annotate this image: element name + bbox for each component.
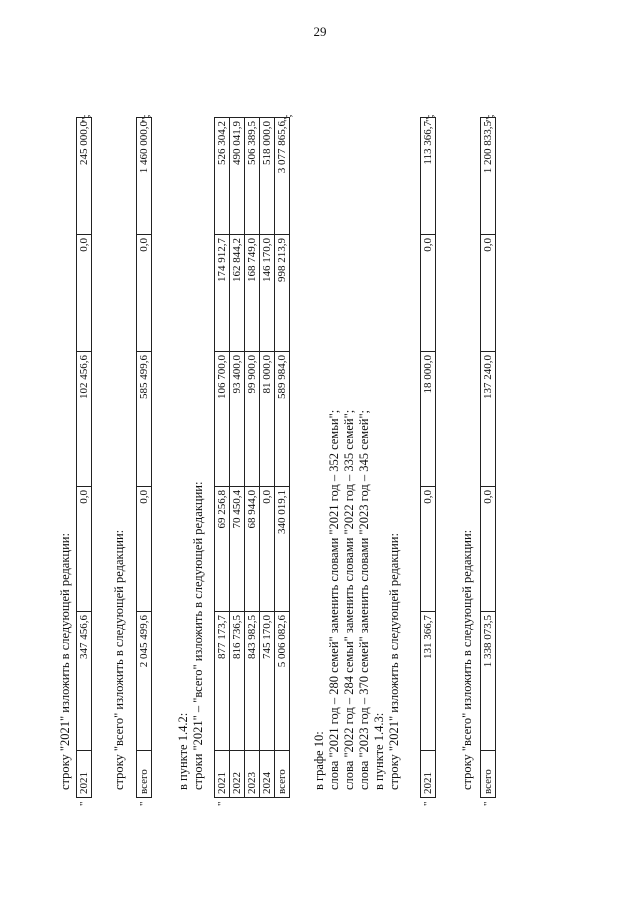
- rotated-inner: [50, 70, 610, 860]
- replacement-line-2021: слова "2021 год – 280 семей" заменить словами "2021 год – 352 семьи";: [327, 409, 341, 790]
- table-cell: 131 366,7: [421, 612, 436, 751]
- table-row: [137, 118, 152, 798]
- table-cell: 113 366,7: [421, 118, 436, 235]
- table-cell: 2021: [77, 751, 92, 798]
- table-cell: 2022: [230, 751, 245, 798]
- section-1-close-quote: ";: [80, 114, 92, 122]
- section-5-close-quote: ";: [484, 114, 496, 122]
- section-2-open-quote: ": [138, 801, 150, 806]
- replacement-line-2022: слова "2022 год – 284 семьи" заменить словами "2022 год – 335 семей";: [342, 409, 356, 790]
- table-cell: 2023: [245, 751, 260, 798]
- table-cell: 0,0: [421, 235, 436, 352]
- table-cell: 3 077 865,6: [275, 118, 290, 235]
- section-1-table: [76, 117, 92, 798]
- section-1-open-quote: ": [78, 801, 90, 806]
- table-cell: 526 304,2: [215, 118, 230, 235]
- section-4-intro: строку "2021" изложить в следующей редакции:: [387, 533, 401, 790]
- section-4-open-quote: ": [422, 801, 434, 806]
- table-cell: 816 736,5: [230, 612, 245, 751]
- table-cell: 168 749,0: [245, 235, 260, 352]
- table-cell: 877 173,7: [215, 612, 230, 751]
- rotated-page-content: [50, 70, 610, 860]
- table-cell: 68 944,0: [245, 487, 260, 612]
- table-cell: 2 045 499,6: [137, 612, 152, 751]
- table-cell: 70 450,4: [230, 487, 245, 612]
- section-3-open-quote: ": [216, 801, 228, 806]
- table-cell: всего: [275, 751, 290, 798]
- table-cell: 843 982,5: [245, 612, 260, 751]
- table-row: [275, 118, 290, 798]
- section-5-table: [480, 117, 496, 798]
- table-cell: 347 456,6: [77, 612, 92, 751]
- table-cell: 0,0: [77, 487, 92, 612]
- section-5-open-quote: ": [482, 801, 494, 806]
- table-cell: 589 984,0: [275, 352, 290, 487]
- table-row: [481, 118, 496, 798]
- table-cell: всего: [481, 751, 496, 798]
- table-cell: 998 213,9: [275, 235, 290, 352]
- section-2-intro: строку "всего" изложить в следующей редакции:: [112, 529, 126, 790]
- table-cell: 490 041,9: [230, 118, 245, 235]
- section-2-table: [136, 117, 152, 798]
- section-3-pre: в пункте 1.4.2:: [176, 712, 190, 790]
- table-cell: 506 389,5: [245, 118, 260, 235]
- point-1-4-3-heading: в пункте 1.4.3:: [372, 712, 386, 790]
- table-cell: 0,0: [137, 487, 152, 612]
- table-cell: 146 170,0: [260, 235, 275, 352]
- table-cell: 99 900,0: [245, 352, 260, 487]
- table-cell: 5 006 082,6: [275, 612, 290, 751]
- section-2-close-quote: ";: [140, 114, 152, 122]
- table-cell: 1 460 000,0: [137, 118, 152, 235]
- table-cell: 69 256,8: [215, 487, 230, 612]
- table-cell: 18 000,0: [421, 352, 436, 487]
- table-cell: 137 240,0: [481, 352, 496, 487]
- table-cell: 518 000,0: [260, 118, 275, 235]
- table-cell: 340 019,1: [275, 487, 290, 612]
- table-row: [215, 118, 230, 798]
- replacement-line-2023: слова "2023 год – 370 семей" заменить словами "2023 год – 345 семей";: [357, 409, 371, 790]
- table-cell: 0,0: [77, 235, 92, 352]
- table-cell: 162 844,2: [230, 235, 245, 352]
- section-5-intro: строку "всего" изложить в следующей редакции:: [460, 529, 474, 790]
- table-cell: 0,0: [421, 487, 436, 612]
- table-cell: 102 456,6: [77, 352, 92, 487]
- table-cell: 0,0: [137, 235, 152, 352]
- table-cell: 1 200 833,5: [481, 118, 496, 235]
- table-cell: 585 499,6: [137, 352, 152, 487]
- table-cell: 81 000,0: [260, 352, 275, 487]
- table-cell: всего: [137, 751, 152, 798]
- section-4-close-quote: ";: [424, 114, 436, 122]
- table-cell: 93 400,0: [230, 352, 245, 487]
- section-4-table: [420, 117, 436, 798]
- table-cell: 2021: [421, 751, 436, 798]
- table-cell: 174 912,7: [215, 235, 230, 352]
- table-cell: 2024: [260, 751, 275, 798]
- graph-10-heading: в графе 10:: [312, 731, 326, 790]
- table-cell: 245 000,0: [77, 118, 92, 235]
- table-row: [230, 118, 245, 798]
- section-1-intro: строку "2021" изложить в следующей редакции:: [58, 533, 72, 790]
- table-row: [421, 118, 436, 798]
- table-row: [245, 118, 260, 798]
- table-row: [260, 118, 275, 798]
- table-row: [77, 118, 92, 798]
- table-cell: 1 338 073,5: [481, 612, 496, 751]
- table-cell: 745 170,0: [260, 612, 275, 751]
- section-3-close-quote: ";: [282, 114, 294, 122]
- table-cell: 2021: [215, 751, 230, 798]
- table-cell: 0,0: [481, 235, 496, 352]
- page-number: 29: [313, 24, 327, 39]
- table-cell: 0,0: [260, 487, 275, 612]
- table-cell: 106 700,0: [215, 352, 230, 487]
- section-3-intro: строки "2021" – "всего" изложить в следующей редакции:: [191, 481, 205, 790]
- section-3-table: [214, 117, 290, 798]
- table-cell: 0,0: [481, 487, 496, 612]
